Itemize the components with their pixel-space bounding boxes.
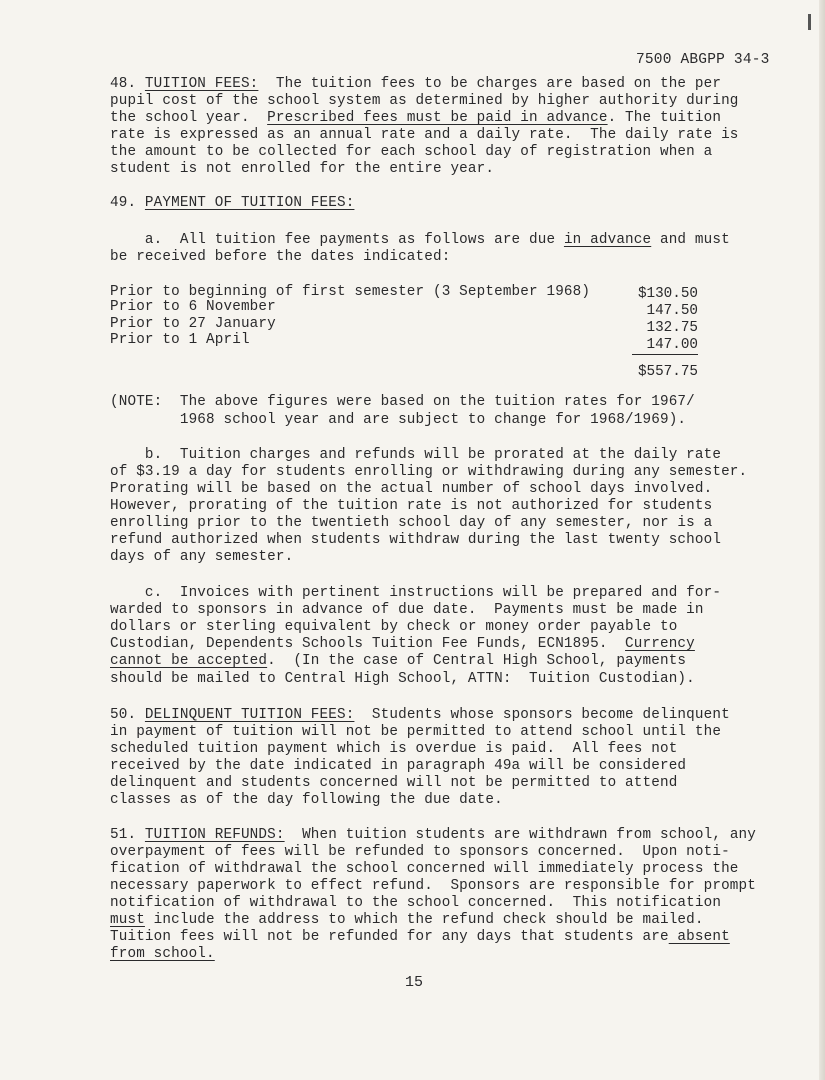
p51-line-7 [110, 929, 730, 945]
p49a-line-1-pre: a. All tuition fee payments as follows are due [110, 232, 564, 248]
p51-number: 51. [110, 827, 145, 843]
p49c-line-4 [110, 636, 695, 652]
p49a-line-1-underlined: in advance [563, 232, 652, 248]
p51-line-7-pre: Tuition fees will not be refunded for any days that students are [110, 929, 669, 945]
p49a-line-2: be received before the dates indicated: [110, 249, 451, 265]
p50-line-1 [110, 707, 730, 723]
schedule-label-4: Prior to 1 April [110, 332, 250, 348]
p48-line-3 [110, 110, 721, 126]
p49b-line-2: of $3.19 a day for students enrolling or withdrawing during any semester. [110, 464, 748, 480]
page-edge-shadow [819, 0, 825, 1080]
p51-line-8-underlined: from school. [110, 946, 215, 962]
p49b-line-1: b. Tuition charges and refunds will be prorated at the daily rate [110, 447, 722, 463]
p49-heading-line [110, 195, 354, 211]
schedule-amount-3: 132.75 [646, 320, 698, 336]
p51-line-6-underlined: must [110, 912, 145, 928]
p49c-line-6: should be mailed to Central High School, ATTN: Tuition Custodian). [110, 671, 695, 687]
page-number: 15 [405, 974, 424, 991]
p49-number: 49. [110, 195, 145, 211]
p48-line-1 [110, 76, 721, 92]
p48-number: 48. [110, 76, 145, 92]
schedule-label-2: Prior to 6 November [110, 299, 276, 315]
p48-line-2: pupil cost of the school system as determined by higher authority during [110, 93, 739, 109]
p49b-line-7: days of any semester. [110, 549, 294, 565]
document-code: 7500 ABGPP 34-3 [636, 52, 770, 68]
p51-line-6 [110, 912, 704, 928]
p49c-line-4-underlined: Currency [625, 636, 695, 652]
p49c-line-5 [110, 653, 686, 669]
p48-line-3-post: . The tuition [607, 110, 722, 126]
schedule-amount-2: 147.50 [646, 303, 698, 319]
p50-number: 50. [110, 707, 145, 723]
p49c-line-4-pre: Custodian, Dependents Schools Tuition Fee Funds, ECN1895. [110, 636, 626, 652]
p50-line-2: in payment of tuition will not be permitted to attend school until the [110, 724, 722, 740]
p48-line-3-underlined: Prescribed fees must be paid in advance [267, 110, 608, 126]
corner-mark [808, 14, 811, 30]
p48-line-5: the amount to be collected for each school day of registration when a [110, 144, 713, 160]
p49-heading: PAYMENT OF TUITION FEES: [144, 195, 355, 211]
p51-line-6-post: include the address to which the refund check should be mailed. [144, 912, 704, 928]
p49a-line-1 [110, 232, 730, 248]
p50-line-1-text: Students whose sponsors become delinquent [354, 707, 730, 723]
p48-heading: TUITION FEES: [144, 76, 259, 92]
p49b-line-5: enrolling prior to the twentieth school day of any semester, nor is a [110, 515, 713, 531]
p51-line-7-underlined: absent [668, 929, 730, 945]
p49c-line-2: warded to sponsors in advance of due date. Payments must be made in [110, 602, 704, 618]
p51-line-1-text: When tuition students are withdrawn from school, any [284, 827, 757, 843]
p50-line-6: classes as of the day following the due date. [110, 792, 503, 808]
p51-line-8 [110, 946, 215, 962]
note-line-2: 1968 school year and are subject to change for 1968/1969). [110, 412, 687, 428]
schedule-label-3: Prior to 27 January [110, 316, 276, 332]
p51-line-1 [110, 827, 756, 843]
p48-line-1-text: The tuition fees to be charges are based on the per [258, 76, 722, 92]
p51-line-4: necessary paperwork to effect refund. Sponsors are responsible for prompt [110, 878, 756, 894]
schedule-amount-1: $130.50 [637, 286, 698, 302]
p49c-line-5-underlined: cannot be accepted [110, 653, 268, 669]
schedule-label-1: Prior to beginning of first semester (3 September 1968) [110, 284, 591, 300]
p51-line-3: fication of withdrawal the school concerned will immediately process the [110, 861, 739, 877]
p49b-line-4: However, prorating of the tuition rate is not authorized for students [110, 498, 713, 514]
p50-line-5: delinquent and students concerned will not be permitted to attend [110, 775, 678, 791]
p51-heading: TUITION REFUNDS: [144, 827, 285, 843]
p49b-line-3: Prorating will be based on the actual number of school days involved. [110, 481, 713, 497]
p48-line-6: student is not enrolled for the entire year. [110, 161, 495, 177]
p50-line-3: scheduled tuition payment which is overdue is paid. All fees not [110, 741, 678, 757]
p49c-line-1: c. Invoices with pertinent instructions will be prepared and for- [110, 585, 722, 601]
p50-line-4: received by the date indicated in paragraph 49a will be considered [110, 758, 687, 774]
p49b-line-6: refund authorized when students withdraw during the last twenty school [110, 532, 722, 548]
total-rule [632, 354, 698, 355]
p51-line-5: notification of withdrawal to the school concerned. This notification [110, 895, 722, 911]
note-line-1: (NOTE: The above figures were based on the tuition rates for 1967/ [110, 394, 695, 410]
schedule-amount-4: 147.00 [646, 337, 698, 353]
p49c-line-5-post: . (In the case of Central High School, payments [267, 653, 687, 669]
p51-line-2: overpayment of fees will be refunded to sponsors concerned. Upon noti- [110, 844, 730, 860]
p50-heading: DELINQUENT TUITION FEES: [144, 707, 355, 723]
p49a-line-1-post: and must [651, 232, 730, 248]
p48-line-4: rate is expressed as an annual rate and a daily rate. The daily rate is [110, 127, 739, 143]
p48-line-3-pre: the school year. [110, 110, 268, 126]
p49c-line-3: dollars or sterling equivalent by check or money order payable to [110, 619, 678, 635]
schedule-total: $557.75 [637, 364, 698, 380]
